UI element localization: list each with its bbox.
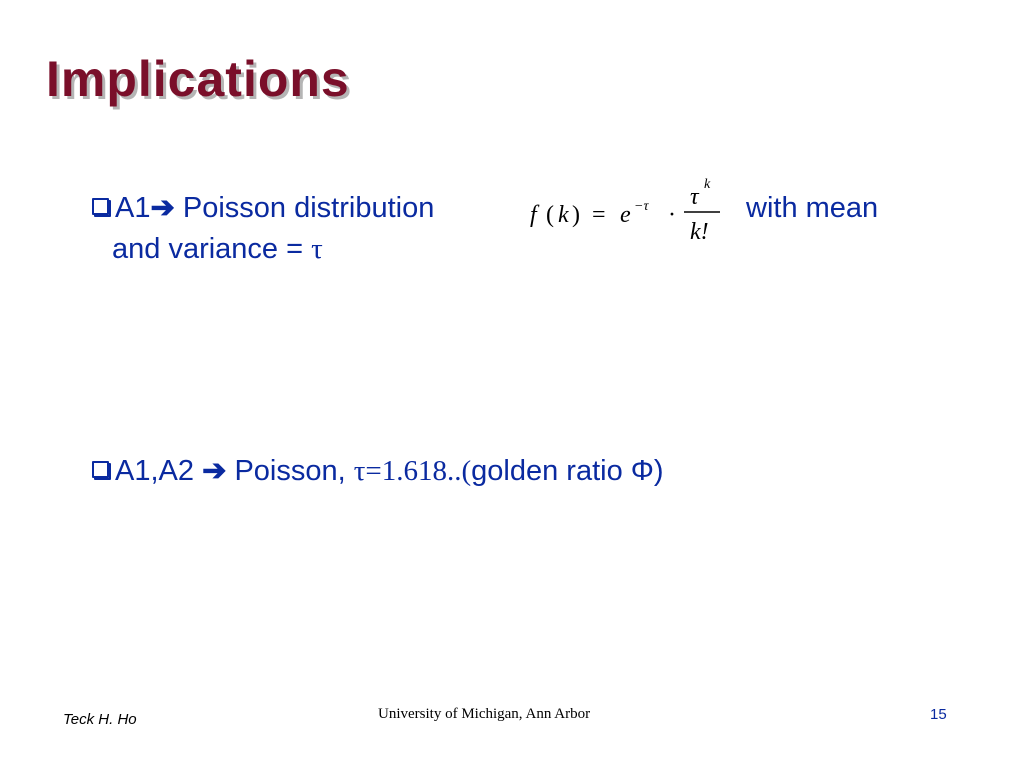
formula-numerator-tau: τ <box>690 184 699 210</box>
formula-numerator-exp: k <box>704 177 711 192</box>
bullet-2-text: Poisson, <box>234 455 354 487</box>
bullet-2 <box>92 451 664 491</box>
footer-author: Teck H. Ho <box>63 711 137 728</box>
tau-value: τ=1.618..( <box>353 455 472 487</box>
right-arrow-icon: ➔ <box>150 192 175 224</box>
page-number: 15 <box>930 706 947 723</box>
bullet-1-suffix: with mean <box>746 192 879 224</box>
formula-f: f <box>530 202 537 228</box>
formula-equals: = <box>592 202 606 228</box>
footer-institution: University of Michigan, Ann Arbor <box>378 706 591 722</box>
formula-paren-open: ( <box>546 202 554 228</box>
checkbox-bullet-icon <box>92 198 109 215</box>
formula-paren-close: ) <box>572 202 580 228</box>
bullet-1-line-2 <box>112 229 323 269</box>
formula-dot: · <box>668 202 676 228</box>
bullet-2-tail: golden ratio Φ) <box>471 455 664 487</box>
checkbox-bullet-icon <box>92 461 109 478</box>
poisson-formula <box>524 174 724 244</box>
tau-symbol: τ <box>311 233 323 265</box>
formula-k: k <box>558 202 569 228</box>
bullet-1-label: A1 <box>115 192 151 224</box>
bullet-1-text: Poisson distribution <box>182 192 435 224</box>
formula-denominator: k! <box>690 219 709 244</box>
bullet-1-line-2-text: and variance = <box>112 233 312 265</box>
right-arrow-icon: ➔ <box>202 455 227 487</box>
bullet-2-label: A1,A2 <box>115 455 194 487</box>
formula-e: e <box>620 202 631 228</box>
slide-title: Implications <box>46 51 350 107</box>
formula-exponent: −τ <box>634 199 649 214</box>
bullet-1 <box>92 188 434 228</box>
